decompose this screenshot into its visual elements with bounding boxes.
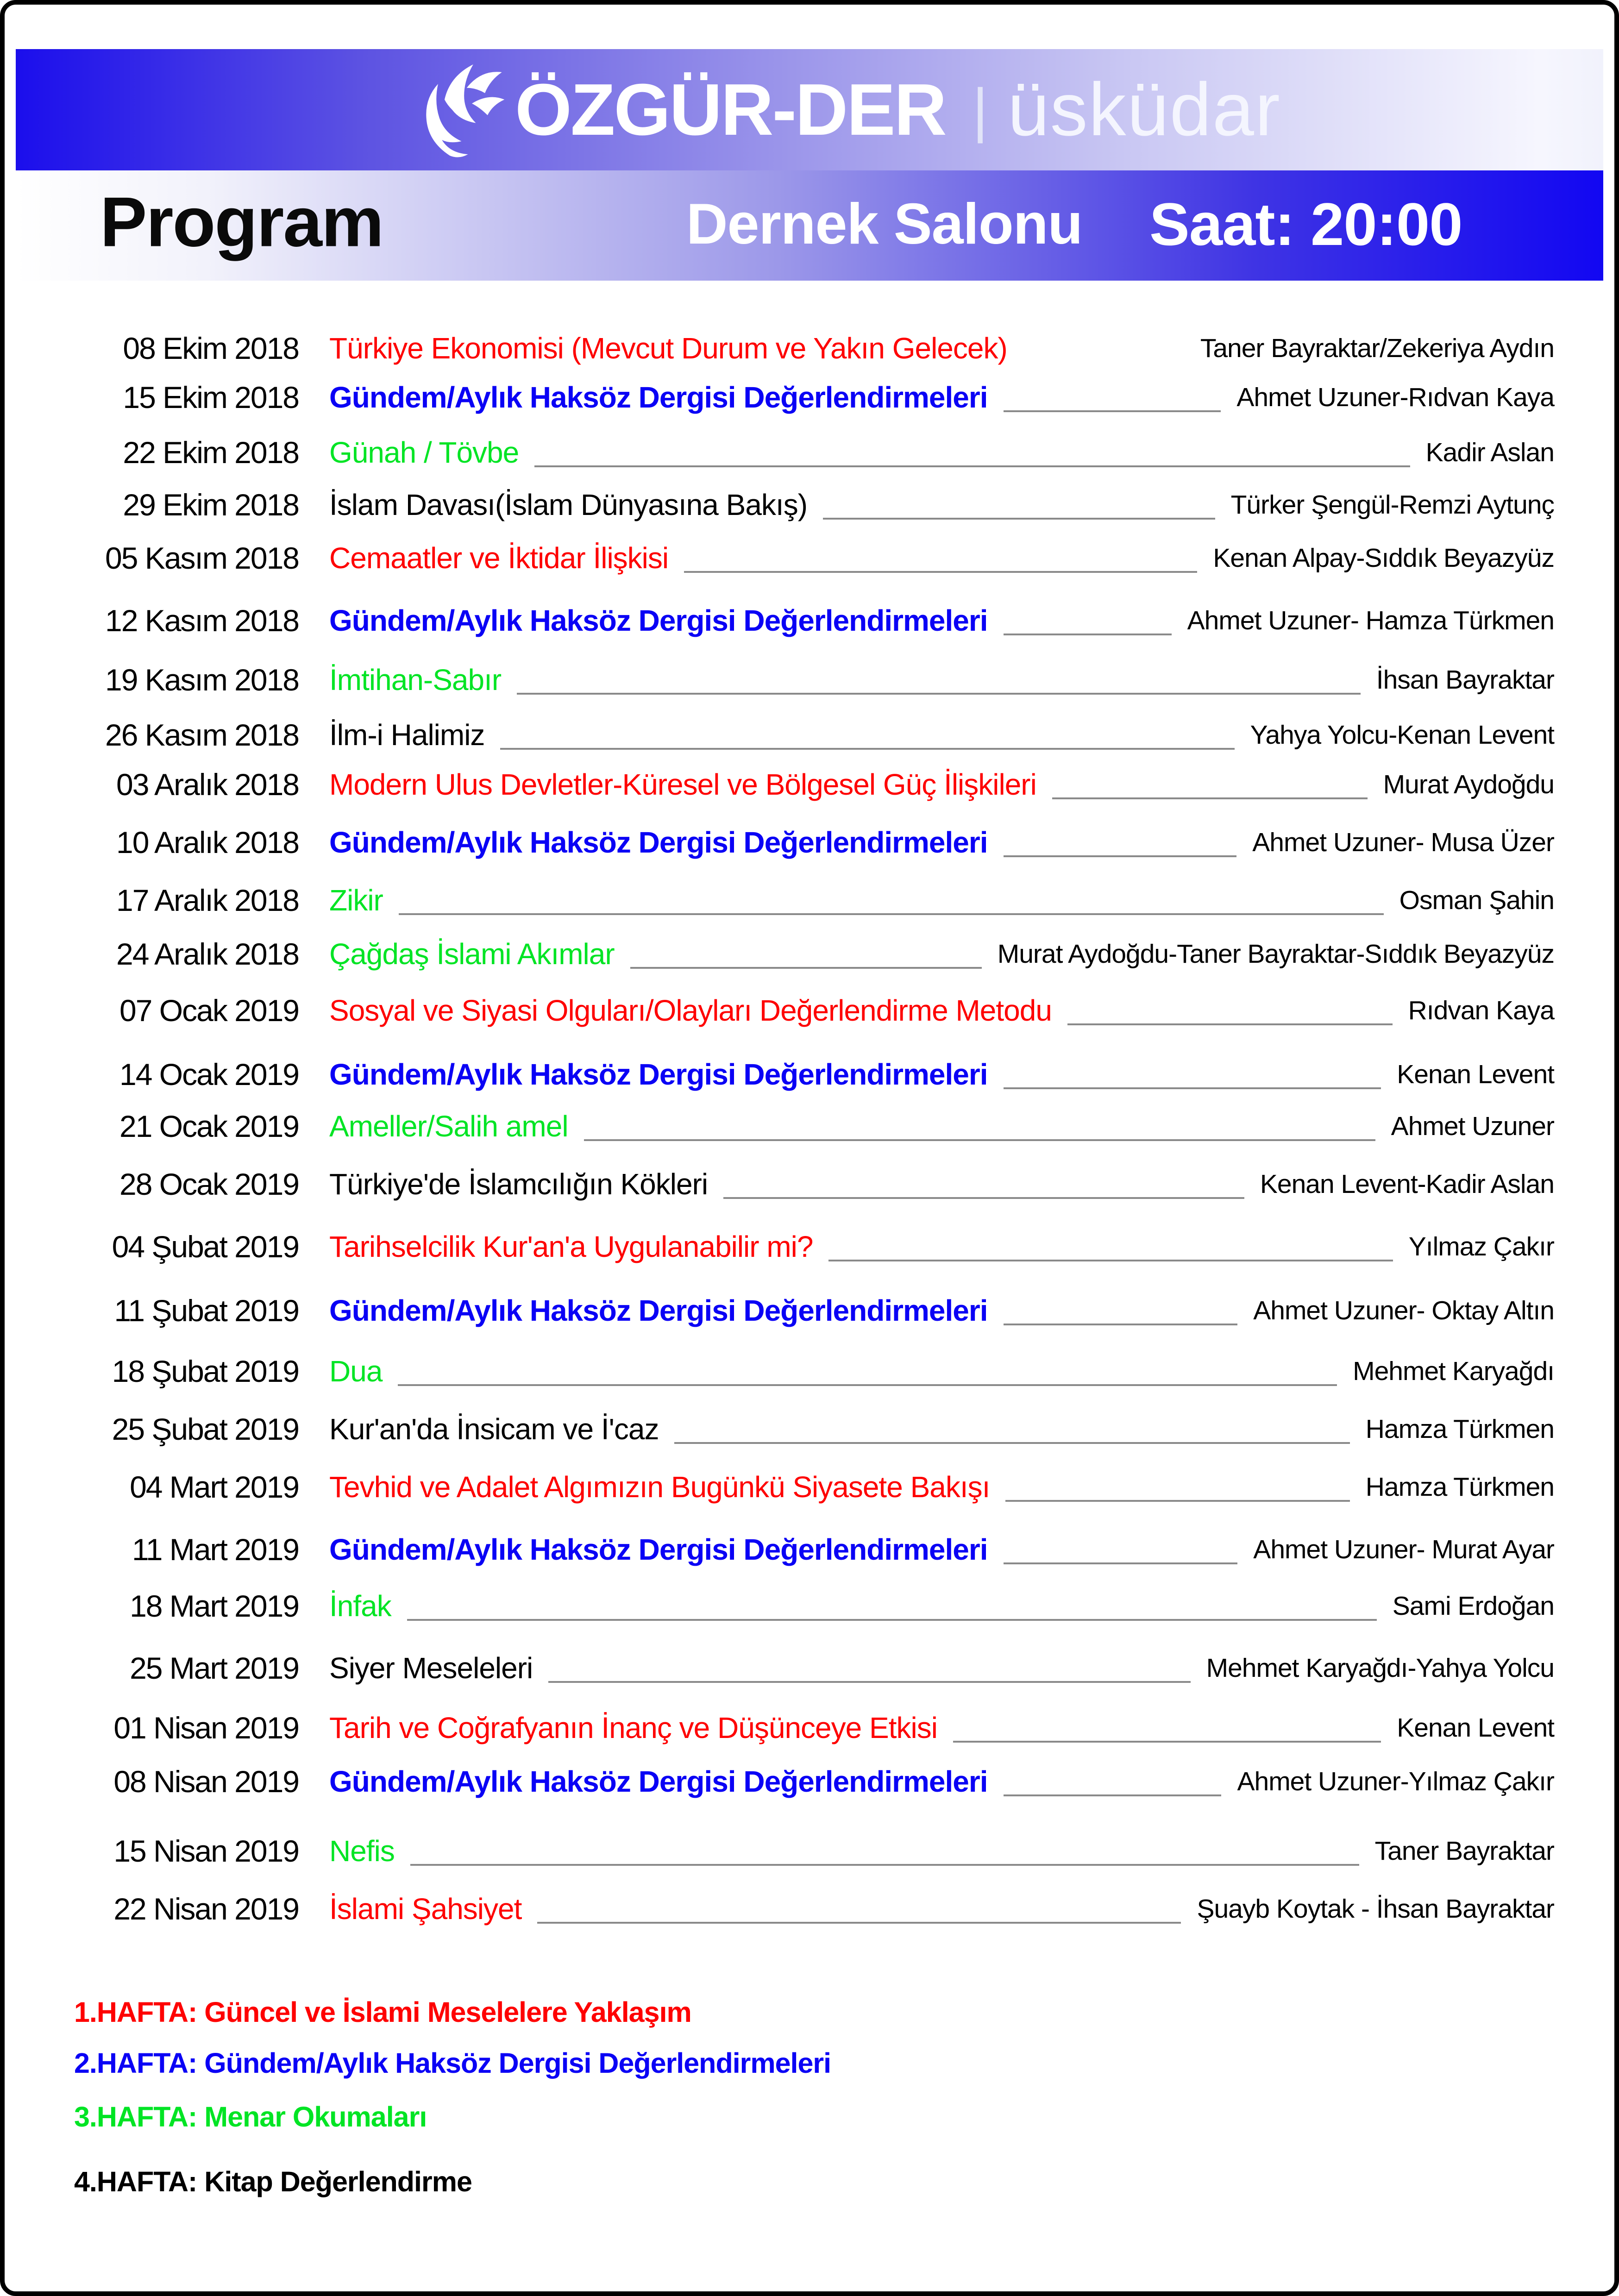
schedule-row: [65, 1525, 1554, 1574]
leader-line: [823, 518, 1215, 520]
session-topic: Cemaatler ve İktidar İlişkisi: [329, 541, 669, 575]
session-date: 18 Mart 2019: [130, 1589, 299, 1623]
schedule-row: [65, 930, 1554, 978]
session-date: 08 Ekim 2018: [123, 331, 299, 365]
session-speakers: Kenan Levent: [1397, 1060, 1554, 1089]
session-date: 24 Aralık 2018: [116, 937, 299, 971]
schedule-row: [65, 1405, 1554, 1453]
session-date: 08 Nisan 2019: [113, 1764, 299, 1799]
session-date: 29 Ekim 2018: [123, 488, 299, 522]
session-topic: Gündem/Aylık Haksöz Dergisi Değerlendirmeleri: [329, 1294, 988, 1327]
leader-line: [548, 1681, 1190, 1683]
schedule-row: [65, 1286, 1554, 1335]
title-band: [16, 170, 1603, 281]
session-topic: Modern Ulus Devletler-Küresel ve Bölgesel Güç İlişkileri: [329, 768, 1036, 801]
session-topic: Türkiye Ekonomisi (Mevcut Durum ve Yakın Gelecek): [329, 332, 1007, 365]
venue-label: Dernek Salonu: [686, 192, 1083, 257]
session-speakers: Rıdvan Kaya: [1408, 996, 1554, 1025]
session-date: 22 Ekim 2018: [123, 435, 299, 470]
schedule-row: [65, 876, 1554, 924]
session-topic: İlm-i Halimiz: [329, 718, 485, 752]
leader-line: [407, 1619, 1377, 1621]
legend-item: [74, 2047, 831, 2079]
session-topic: Tarih ve Coğrafyanın İnanç ve Düşünceye Etkisi: [329, 1711, 937, 1744]
schedule-row: [65, 428, 1554, 477]
session-date: 28 Ocak 2019: [119, 1167, 299, 1201]
leader-line: [534, 465, 1410, 467]
leader-line: [399, 913, 1384, 915]
dove-logo-icon: [412, 58, 511, 162]
schedule-row: [65, 1463, 1554, 1511]
session-speakers: Kadir Aslan: [1425, 438, 1554, 467]
schedule-row: [65, 1223, 1554, 1271]
leader-line: [584, 1139, 1375, 1141]
session-speakers: Ahmet Uzuner- Hamza Türkmen: [1187, 606, 1554, 635]
session-speakers: Kenan Levent-Kadir Aslan: [1260, 1169, 1554, 1199]
session-speakers: Hamza Türkmen: [1365, 1414, 1554, 1444]
leader-line: [1004, 1324, 1238, 1325]
leader-line: [1004, 1794, 1222, 1796]
legend-item: [74, 2165, 472, 2198]
session-topic: Kur'an'da İnsicam ve İ'caz: [329, 1412, 659, 1446]
session-speakers: Türker Şengül-Remzi Aytunç: [1230, 490, 1554, 520]
session-topic: Çağdaş İslami Akımlar: [329, 937, 615, 971]
leader-line: [1005, 1500, 1349, 1502]
session-topic: İslami Şahsiyet: [329, 1892, 522, 1926]
session-topic: Tarihselcilik Kur'an'a Uygulanabilir mi?: [329, 1230, 813, 1263]
session-date: 17 Aralık 2018: [116, 883, 299, 917]
leader-line: [1004, 1562, 1238, 1564]
leader-line: [1004, 1087, 1381, 1089]
schedule-row: [65, 1704, 1554, 1752]
session-date: 01 Nisan 2019: [113, 1711, 299, 1745]
session-topic: Gündem/Aylık Haksöz Dergisi Değerlendirmeleri: [329, 1533, 988, 1566]
session-date: 15 Nisan 2019: [113, 1834, 299, 1868]
session-date: 21 Ocak 2019: [119, 1109, 299, 1143]
session-date: 05 Kasım 2018: [105, 541, 299, 575]
session-topic: İmtihan-Sabır: [329, 663, 502, 696]
session-speakers: Yılmaz Çakır: [1408, 1232, 1554, 1261]
session-topic: Gündem/Aylık Haksöz Dergisi Değerlendirmeleri: [329, 1765, 988, 1798]
leader-line: [1004, 855, 1237, 857]
session-date: 25 Mart 2019: [130, 1651, 299, 1685]
legend-item: [74, 2101, 427, 2133]
session-topic: Siyer Meseleleri: [329, 1651, 533, 1685]
legend-label: 1.HAFTA:: [74, 1996, 205, 2028]
leader-line: [537, 1922, 1181, 1924]
schedule-row: [65, 1582, 1554, 1630]
schedule-row: [65, 481, 1554, 529]
session-topic: İslam Davası(İslam Dünyasına Bakış): [329, 488, 807, 521]
session-topic: Gündem/Aylık Haksöz Dergisi Değerlendirmeleri: [329, 826, 988, 859]
session-speakers: Ahmet Uzuner: [1391, 1111, 1554, 1141]
schedule-row: [65, 534, 1554, 582]
schedule-row: [65, 1644, 1554, 1692]
schedule-row: [65, 1050, 1554, 1098]
schedule-row: [65, 1347, 1554, 1395]
leader-line: [723, 1197, 1244, 1199]
leader-line: [674, 1442, 1349, 1444]
session-date: 11 Şubat 2019: [114, 1293, 299, 1328]
session-date: 19 Kasım 2018: [105, 663, 299, 697]
schedule-row: [65, 818, 1554, 866]
session-date: 04 Şubat 2019: [112, 1230, 299, 1264]
header-band: [16, 49, 1603, 170]
session-date: 25 Şubat 2019: [112, 1412, 299, 1446]
legend-text: Gündem/Aylık Haksöz Dergisi Değerlendirmeleri: [204, 2047, 831, 2079]
session-speakers: Ahmet Uzuner-Yılmaz Çakır: [1237, 1767, 1554, 1796]
session-speakers: Murat Aydoğdu-Taner Bayraktar-Sıddık Beyazyüz: [997, 939, 1554, 969]
schedule-row: [65, 656, 1554, 704]
session-topic: Günah / Tövbe: [329, 436, 519, 469]
session-speakers: Osman Şahin: [1399, 885, 1554, 915]
page-title: Program: [100, 182, 383, 262]
session-date: 10 Aralık 2018: [116, 825, 299, 859]
leader-line: [828, 1260, 1393, 1261]
legend-text: Menar Okumaları: [204, 2101, 427, 2133]
leader-line: [1067, 1023, 1393, 1025]
leader-line: [630, 967, 982, 969]
session-date: 14 Ocak 2019: [119, 1057, 299, 1092]
session-topic: Tevhid ve Adalet Algımızın Bugünkü Siyasete Bakışı: [329, 1470, 990, 1504]
logo: [412, 49, 1281, 170]
session-date: 07 Ocak 2019: [119, 993, 299, 1028]
leader-line: [398, 1384, 1337, 1386]
session-date: 18 Şubat 2019: [112, 1354, 299, 1388]
session-topic: Sosyal ve Siyasi Olguları/Olayları Değerlendirme Metodu: [329, 994, 1052, 1027]
leader-line: [517, 693, 1361, 695]
session-speakers: Şuayb Koytak - İhsan Bayraktar: [1197, 1894, 1554, 1924]
leader-line: [1023, 361, 1185, 363]
session-topic: Zikir: [329, 884, 383, 917]
schedule-row: [65, 1102, 1554, 1150]
legend-label: 2.HAFTA:: [74, 2047, 205, 2079]
session-speakers: Mehmet Karyağdı: [1353, 1356, 1554, 1386]
session-speakers: Ahmet Uzuner- Oktay Altın: [1253, 1296, 1554, 1325]
leader-line: [1052, 797, 1368, 799]
session-speakers: Ahmet Uzuner- Musa Üzer: [1252, 828, 1554, 857]
session-date: 04 Mart 2019: [130, 1470, 299, 1504]
session-topic: Dua: [329, 1355, 383, 1388]
leader-line: [1004, 634, 1172, 635]
session-speakers: İhsan Bayraktar: [1376, 665, 1554, 695]
session-topic: Nefis: [329, 1834, 395, 1868]
session-date: 03 Aralık 2018: [116, 767, 299, 802]
schedule-row: [65, 1160, 1554, 1208]
session-speakers: Kenan Levent: [1397, 1713, 1554, 1743]
logo-separator: |: [972, 76, 988, 144]
session-date: 11 Mart 2019: [132, 1532, 299, 1567]
legend-label: 3.HAFTA:: [74, 2101, 205, 2133]
schedule-row: [65, 324, 1554, 372]
session-speakers: Sami Erdoğan: [1392, 1591, 1554, 1621]
logo-branch-name: üsküdar: [1007, 68, 1281, 151]
schedule-row: [65, 711, 1554, 759]
legend-text: Kitap Değerlendirme: [204, 2166, 472, 2197]
legend-label: 4.HAFTA:: [74, 2166, 205, 2197]
session-speakers: Hamza Türkmen: [1365, 1472, 1554, 1502]
schedule-row: [65, 1827, 1554, 1875]
session-date: 12 Kasım 2018: [105, 603, 299, 638]
session-date: 22 Nisan 2019: [113, 1892, 299, 1926]
session-topic: İnfak: [329, 1589, 391, 1623]
session-speakers: Yahya Yolcu-Kenan Levent: [1250, 720, 1554, 750]
session-speakers: Mehmet Karyağdı-Yahya Yolcu: [1206, 1653, 1554, 1683]
schedule-row: [65, 373, 1554, 421]
session-date: 15 Ekim 2018: [123, 380, 299, 414]
session-speakers: Taner Bayraktar: [1374, 1836, 1554, 1866]
session-speakers: Taner Bayraktar/Zekeriya Aydın: [1200, 333, 1554, 363]
time-label: Saat: 20:00: [1149, 190, 1462, 258]
session-speakers: Kenan Alpay-Sıddık Beyazyüz: [1213, 543, 1554, 573]
session-topic: Gündem/Aylık Haksöz Dergisi Değerlendirmeleri: [329, 381, 988, 414]
session-topic: Gündem/Aylık Haksöz Dergisi Değerlendirmeleri: [329, 1058, 988, 1091]
leader-line: [684, 571, 1197, 573]
schedule-row: [65, 596, 1554, 645]
leader-line: [500, 748, 1234, 750]
leader-line: [410, 1864, 1359, 1866]
logo-text: ÖZGÜR-DER: [515, 69, 946, 151]
session-speakers: Ahmet Uzuner- Murat Ayar: [1253, 1535, 1554, 1564]
schedule-row: [65, 1757, 1554, 1806]
legend-text: Güncel ve İslami Meselelere Yaklaşım: [204, 1996, 691, 2028]
session-speakers: Murat Aydoğdu: [1383, 770, 1554, 799]
session-speakers: Ahmet Uzuner-Rıdvan Kaya: [1236, 383, 1554, 412]
leader-line: [1004, 410, 1221, 412]
schedule-row: [65, 760, 1554, 809]
schedule-row: [65, 986, 1554, 1035]
schedule-row: [65, 1885, 1554, 1933]
session-topic: Ameller/Salih amel: [329, 1110, 568, 1143]
legend-item: [74, 1996, 691, 2028]
session-date: 26 Kasım 2018: [105, 718, 299, 752]
session-topic: Türkiye'de İslamcılığın Kökleri: [329, 1167, 708, 1201]
session-topic: Gündem/Aylık Haksöz Dergisi Değerlendirmeleri: [329, 604, 988, 637]
leader-line: [953, 1741, 1381, 1743]
